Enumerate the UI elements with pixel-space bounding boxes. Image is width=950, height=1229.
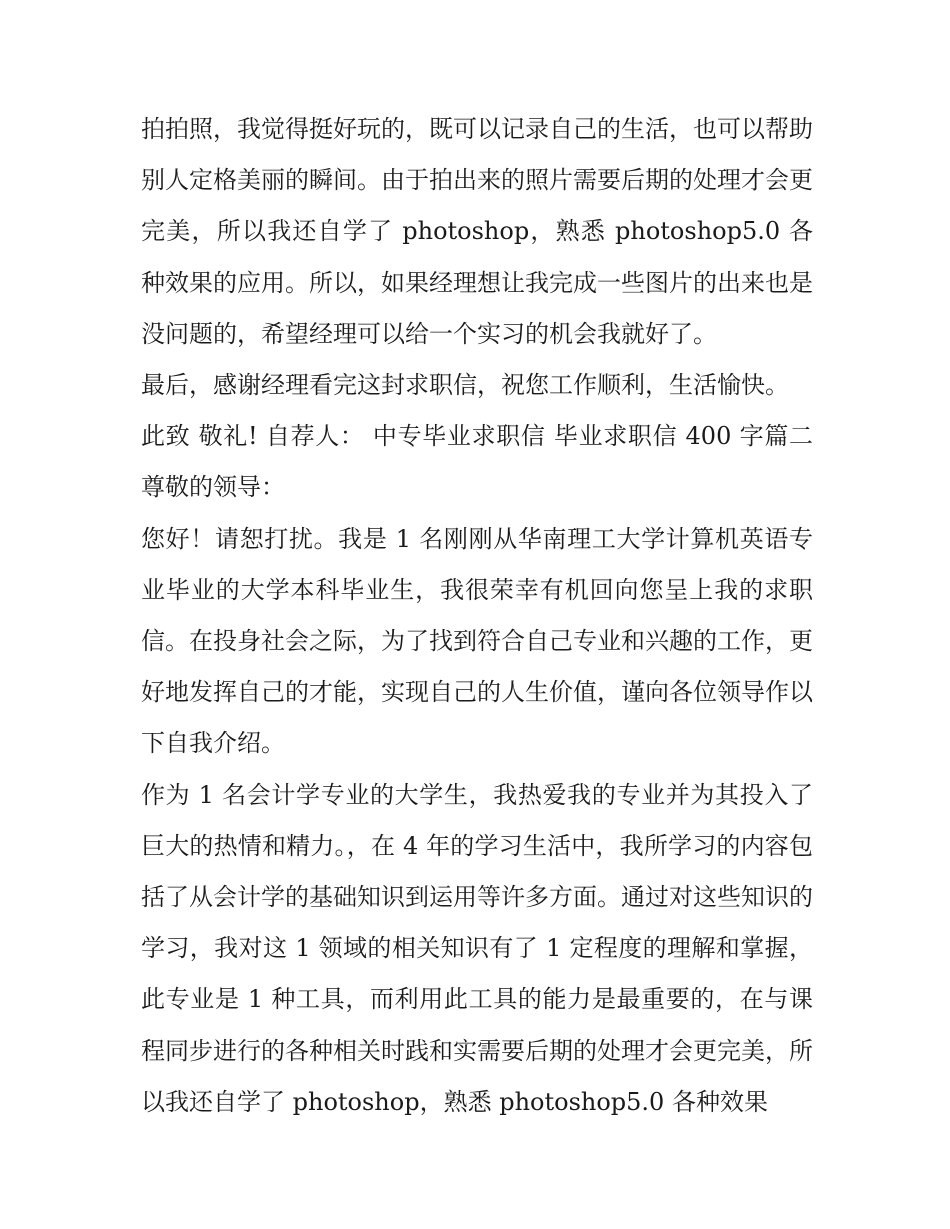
paragraph-photography: 拍拍照，我觉得挺好玩的，既可以记录自己的生活，也可以帮助别人定格美丽的瞬间。由于拍出来的照片需要后期的处理才会更完美，所以我还自学了 photoshop，熟悉 photoshop5.0 各种效果的应用。所以，如果经理想让我完成一些图片的出来也是没问题的，希望经理可以给一个实习的机会我就好了。 (141, 115, 813, 348)
paragraph-closing-thanks: 最后，感谢经理看完这封求职信，祝您工作顺利，生活愉快。 (141, 371, 789, 400)
paragraph-salutation-heading: 此致 敬礼! 自荐人： 中专毕业求职信 毕业求职信 400 字篇二尊敬的领导： (141, 422, 813, 502)
document-body (141, 104, 813, 1128)
paragraph-accounting-major: 作为 1 名会计学专业的大学生，我热爱我的专业并为其投入了巨大的热情和精力。，在 4 年的学习生活中，我所学习的内容包括了从会计学的基础知识到运用等许多方面。通过对这些知识的学习，我对这 1 领域的相关知识有了 1 定程度的理解和掌握，此专业是 1 种工具，而利用此工具的能力是最重要的，在与课程同步进行的各种相关时践和实需要后期的处理才会更完美，所以我还自学了 photoshop，熟悉 photoshop5.0 各种效果 (141, 780, 813, 1116)
paragraph-introduction: 您好！请恕打扰。我是 1 名刚刚从华南理工大学计算机英语专业毕业的大学本科毕业生，我很荣幸有机回向您呈上我的求职信。在投身社会之际，为了找到符合自己专业和兴趣的工作，更好地发挥自己的才能，实现自己的人生价值，谨向各位领导作以下自我介绍。 (141, 524, 813, 758)
